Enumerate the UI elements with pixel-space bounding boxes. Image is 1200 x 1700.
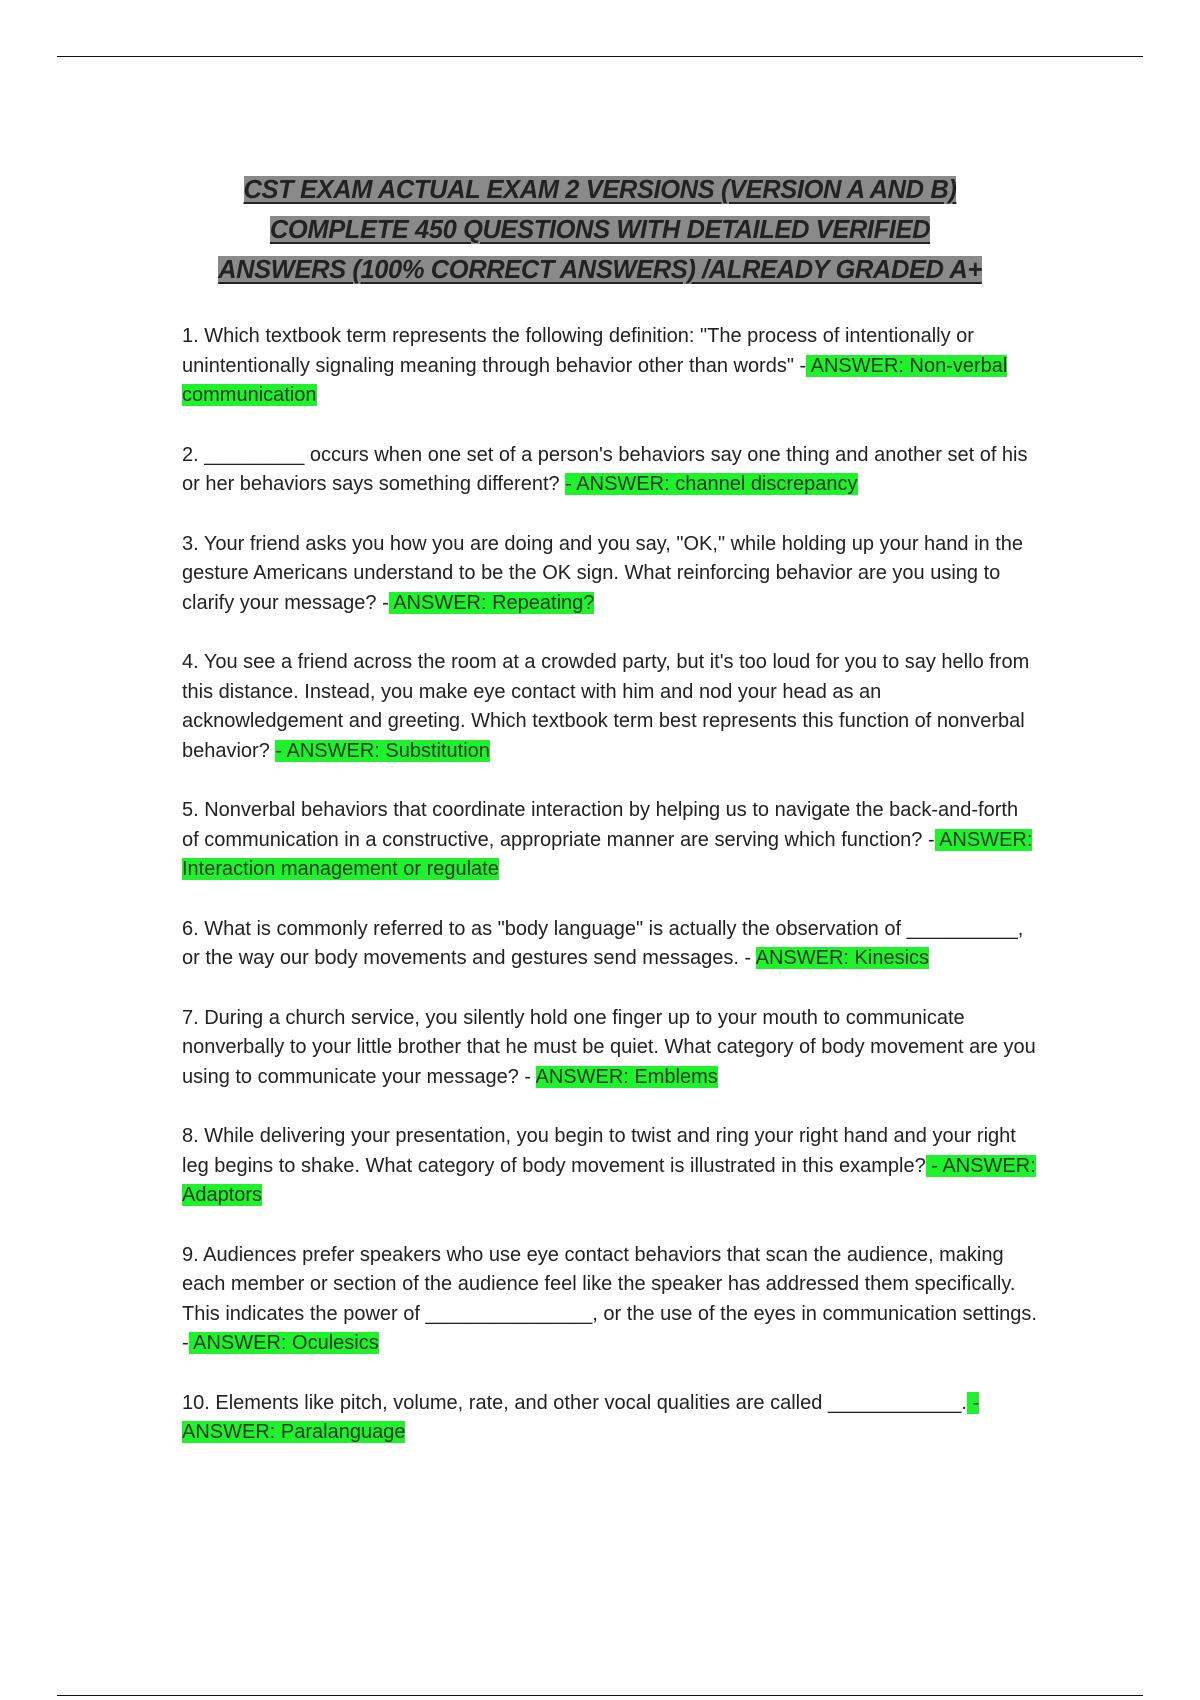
answer-highlight: - ANSWER: Adaptors (182, 1154, 1036, 1206)
question-text: 6. What is commonly referred to as "body language" is actually the observation of __________, or the way our body movements and gestures send messages. - (182, 917, 1024, 969)
question-text: 5. Nonverbal behaviors that coordinate interaction by helping us to navigate the back-and-forth of communication in a constructive, appropriate manner are serving which function? - (182, 799, 1019, 851)
question-10 (182, 1389, 1040, 1448)
question-6 (182, 915, 1040, 974)
question-text: 7. During a church service, you silently hold one finger up to your mouth to communicate nonverbally to your little brother that he must be quiet. What category of body movement are you using to communicate your message? - (182, 1006, 1036, 1088)
answer-highlight: ANSWER: Repeating? (388, 591, 595, 614)
question-3 (182, 530, 1040, 619)
question-9 (182, 1241, 1040, 1359)
question-list (182, 322, 1040, 1478)
title-line-3: ANSWERS (100% CORRECT ANSWERS) /ALREADY GRADED A+ (218, 256, 982, 284)
title-line-2: COMPLETE 450 QUESTIONS WITH DETAILED VERIFIED (269, 216, 931, 244)
question-1 (182, 322, 1040, 411)
answer-highlight: ANSWER: Interaction management or regulate (182, 828, 1033, 880)
question-2 (182, 441, 1040, 500)
question-8 (182, 1122, 1040, 1211)
document-title (100, 170, 1100, 290)
question-text: 3. Your friend asks you how you are doing and you say, "OK," while holding up your hand in the gesture Americans understand to be the OK sign. What reinforcing behavior are you using to clarify your message? - (182, 532, 1024, 614)
question-5 (182, 796, 1040, 885)
answer-highlight: - ANSWER: channel discrepancy (565, 473, 858, 495)
question-4 (182, 648, 1040, 766)
answer-highlight: ANSWER: Oculesics (188, 1332, 379, 1354)
question-7 (182, 1004, 1040, 1093)
question-text: 4. You see a friend across the room at a crowded party, but it's too loud for you to say hello from this distance. Instead, you make eye contact with him and nod your head as an acknowledgement and greeting. Which textbook term best represents this function of nonverbal behavior? (182, 651, 1030, 762)
question-text: 1. Which textbook term represents the following definition: "The process of intentionally or unintentionally signaling meaning through behavior other than words" - (182, 325, 974, 377)
answer-highlight: ANSWER: Non-verbal communication (182, 354, 1008, 406)
answer-highlight: ANSWER: Kinesics (755, 947, 930, 969)
answer-highlight: - ANSWER: Paralanguage (182, 1391, 980, 1443)
question-text: 10. Elements like pitch, volume, rate, and other vocal qualities are called ____________. (182, 1391, 967, 1414)
question-text: 8. While delivering your presentation, you begin to twist and ring your right hand and your right leg begins to shake. What category of body movement is illustrated in this example? (182, 1125, 1016, 1177)
header-rule (57, 56, 1143, 57)
answer-highlight: ANSWER: Emblems (535, 1065, 718, 1088)
answer-highlight: - ANSWER: Substitution (275, 739, 490, 762)
footer-rule (57, 1695, 1143, 1696)
question-text: 2. _________ occurs when one set of a person's behaviors say one thing and another set of his or her behaviors says something different? (182, 443, 1028, 495)
title-line-1: CST EXAM ACTUAL EXAM 2 VERSIONS (VERSION A AND B) (243, 176, 957, 204)
question-text: 9. Audiences prefer speakers who use eye contact behaviors that scan the audience, making each member or section of the audience feel like the speaker has addressed them specifically. This indicates the power of _______________, or the use of the eyes in communication settings. - (182, 1243, 1037, 1354)
